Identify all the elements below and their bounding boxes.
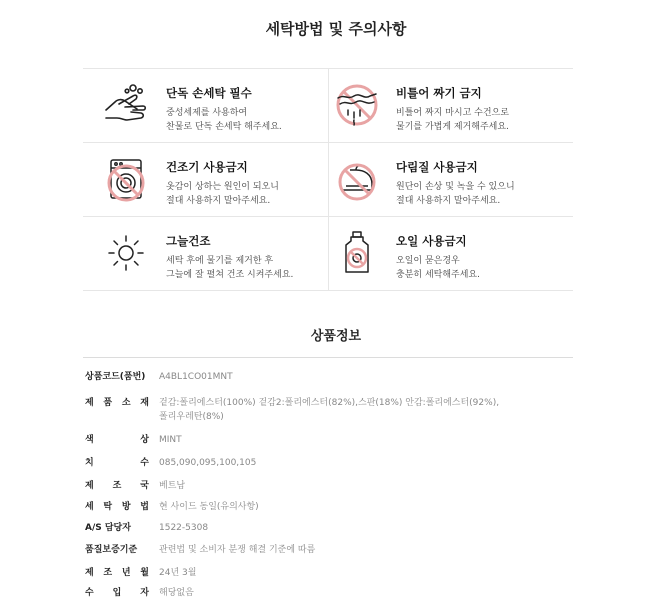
care-item-shade-dry [83, 217, 328, 291]
info-row-country [85, 479, 505, 495]
care-instructions-grid [83, 68, 573, 291]
care-item-desc: 오일이 묻은경우 충분히 세탁해주세요. [396, 256, 480, 280]
info-label: 수 입 자 [85, 588, 149, 598]
care-item-hand-wash [83, 69, 328, 143]
care-item-no-wring [328, 69, 573, 143]
care-item-no-iron [328, 143, 573, 217]
care-item-name: 다림질 사용금지 [396, 160, 478, 174]
care-item-desc: 중성세제를 사용하여 찬물로 단독 손세탁 해주세요. [166, 108, 282, 132]
info-label: 색 상 [85, 435, 149, 445]
info-value: 1522-5308 [159, 523, 209, 533]
info-label: A/S 담당자 [85, 523, 131, 533]
info-label: 제 조 국 [85, 481, 149, 491]
info-row-color [85, 433, 505, 449]
info-row-importer [85, 586, 505, 602]
info-row-as [85, 521, 505, 537]
info-label: 세 탁 방 법 [85, 502, 149, 512]
care-item-desc: 옷감이 상하는 원인이 되오니 절대 사용하지 말아주세요. [166, 182, 279, 206]
care-item-desc: 비틀어 짜지 마시고 수건으로 물기를 가볍게 제거해주세요. [396, 108, 509, 132]
care-item-name: 오일 사용금지 [396, 234, 467, 248]
info-value: 겉감:폴리에스터(100%) 겉감2:폴리에스터(82%),스판(18%) 안감:폴리에스터(92%), 폴리우레탄(8%) [159, 398, 500, 422]
info-label: 제 조 년 월 [85, 568, 149, 578]
info-row-product-code [85, 370, 505, 386]
info-value: 현 사이드 동일(유의사항) [159, 502, 259, 512]
product-info-title: 상품정보 [310, 329, 362, 344]
care-item-name: 단독 손세탁 필수 [166, 86, 252, 100]
info-value: A4BL1CO01MNT [159, 372, 233, 382]
info-row-size [85, 456, 505, 472]
care-item-desc: 세탁 후에 물기를 제거한 후 그늘에 잘 펼쳐 건조 시켜주세요. [166, 256, 294, 280]
care-item-desc: 원단이 손상 및 녹을 수 있으니 절대 사용하지 말아주세요. [396, 182, 515, 206]
care-title: 세탁방법 및 주의사항 [265, 20, 407, 38]
no-iron-icon [334, 156, 380, 202]
info-row-date [85, 566, 505, 582]
info-value: 해당없음 [159, 588, 194, 598]
no-oil-icon [334, 230, 380, 276]
no-dryer-icon [103, 156, 149, 202]
info-value: MINT [159, 435, 182, 445]
info-label: 상품코드(품번) [85, 372, 146, 382]
no-wring-icon [334, 82, 380, 128]
info-value: 관련법 및 소비자 분쟁 해결 기준에 따름 [159, 545, 316, 555]
info-value: 베트남 [159, 481, 186, 491]
info-value: 085,090,095,100,105 [159, 458, 257, 468]
info-row-warranty [85, 543, 505, 559]
divider [83, 357, 573, 358]
care-item-no-oil [328, 217, 573, 291]
info-label: 품질보증기준 [85, 545, 138, 555]
hand-wash-icon [103, 82, 149, 128]
info-row-wash [85, 500, 505, 516]
care-item-name: 건조기 사용금지 [166, 160, 248, 174]
info-row-material [85, 396, 505, 428]
shade-dry-icon [103, 230, 149, 276]
info-label: 치 수 [85, 458, 149, 468]
care-item-name: 그늘건조 [166, 234, 211, 248]
info-label: 제 품 소 재 [85, 398, 149, 408]
care-item-no-dryer [83, 143, 328, 217]
info-value: 24년 3월 [159, 568, 197, 578]
care-item-name: 비틀어 짜기 금지 [396, 86, 482, 100]
